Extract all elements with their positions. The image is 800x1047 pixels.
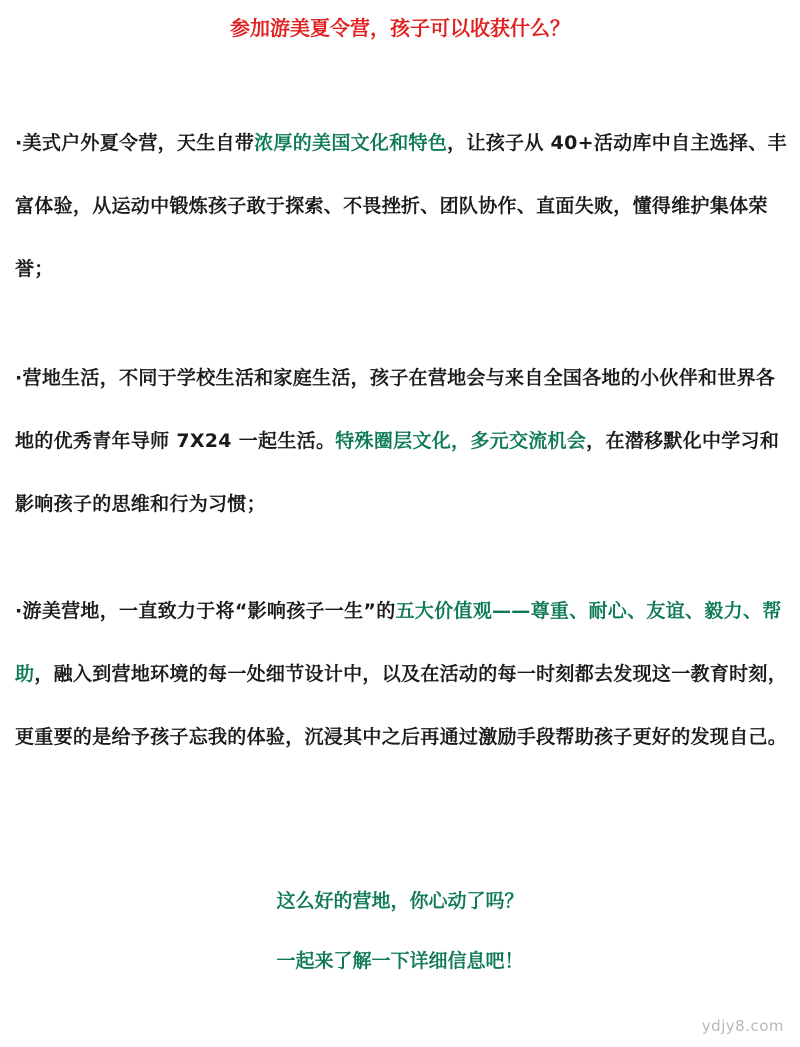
paragraph-american-culture [15,112,790,301]
paragraph-text: ·营地生活，不同于学校生活和家庭生活，孩子在营地会与来自全国各地的小伙伴和世界各地的优秀青年导师 7X24 一起生活。 [15,367,776,452]
paragraph-text: ，让孩子从 40+活动库中自主选择、丰富体验，从运动中锻炼孩子敢于探索、不畏挫折、团队协作、直面失败，懂得维护集体荣誉； [15,132,787,280]
page-title: 参加游美夏令营，孩子可以收获什么？ [230,16,570,40]
paragraph-core-values [15,580,790,769]
closing-invitation: 一起来了解一下详细信息吧！ [276,950,524,972]
highlight-text: 特殊圈层文化，多元交流机会 [335,430,587,452]
highlight-text: 浓厚的美国文化和特色 [254,132,448,154]
closing-question: 这么好的营地，你心动了吗？ [276,890,524,912]
highlight-text: 五大价值观——尊重、耐心、友谊、毅力、帮助 [15,600,782,685]
paragraph-text: ·游美营地，一直致力于将“影响孩子一生”的 [15,600,396,622]
paragraph-camp-life [15,347,790,536]
paragraph-text: ·美式户外夏令营，天生自带 [15,132,255,154]
paragraph-text: ，融入到营地环境的每一处细节设计中，以及在活动的每一时刻都去发现这一教育时刻，更重要的是给予孩子忘我的体验，沉浸其中之后再通过激励手段帮助孩子更好的发现自己。 [15,663,788,748]
paragraph-text: ，在潜移默化中学习和影响孩子的思维和行为习惯； [15,430,780,515]
watermark: ydjy8.com [701,1017,784,1035]
